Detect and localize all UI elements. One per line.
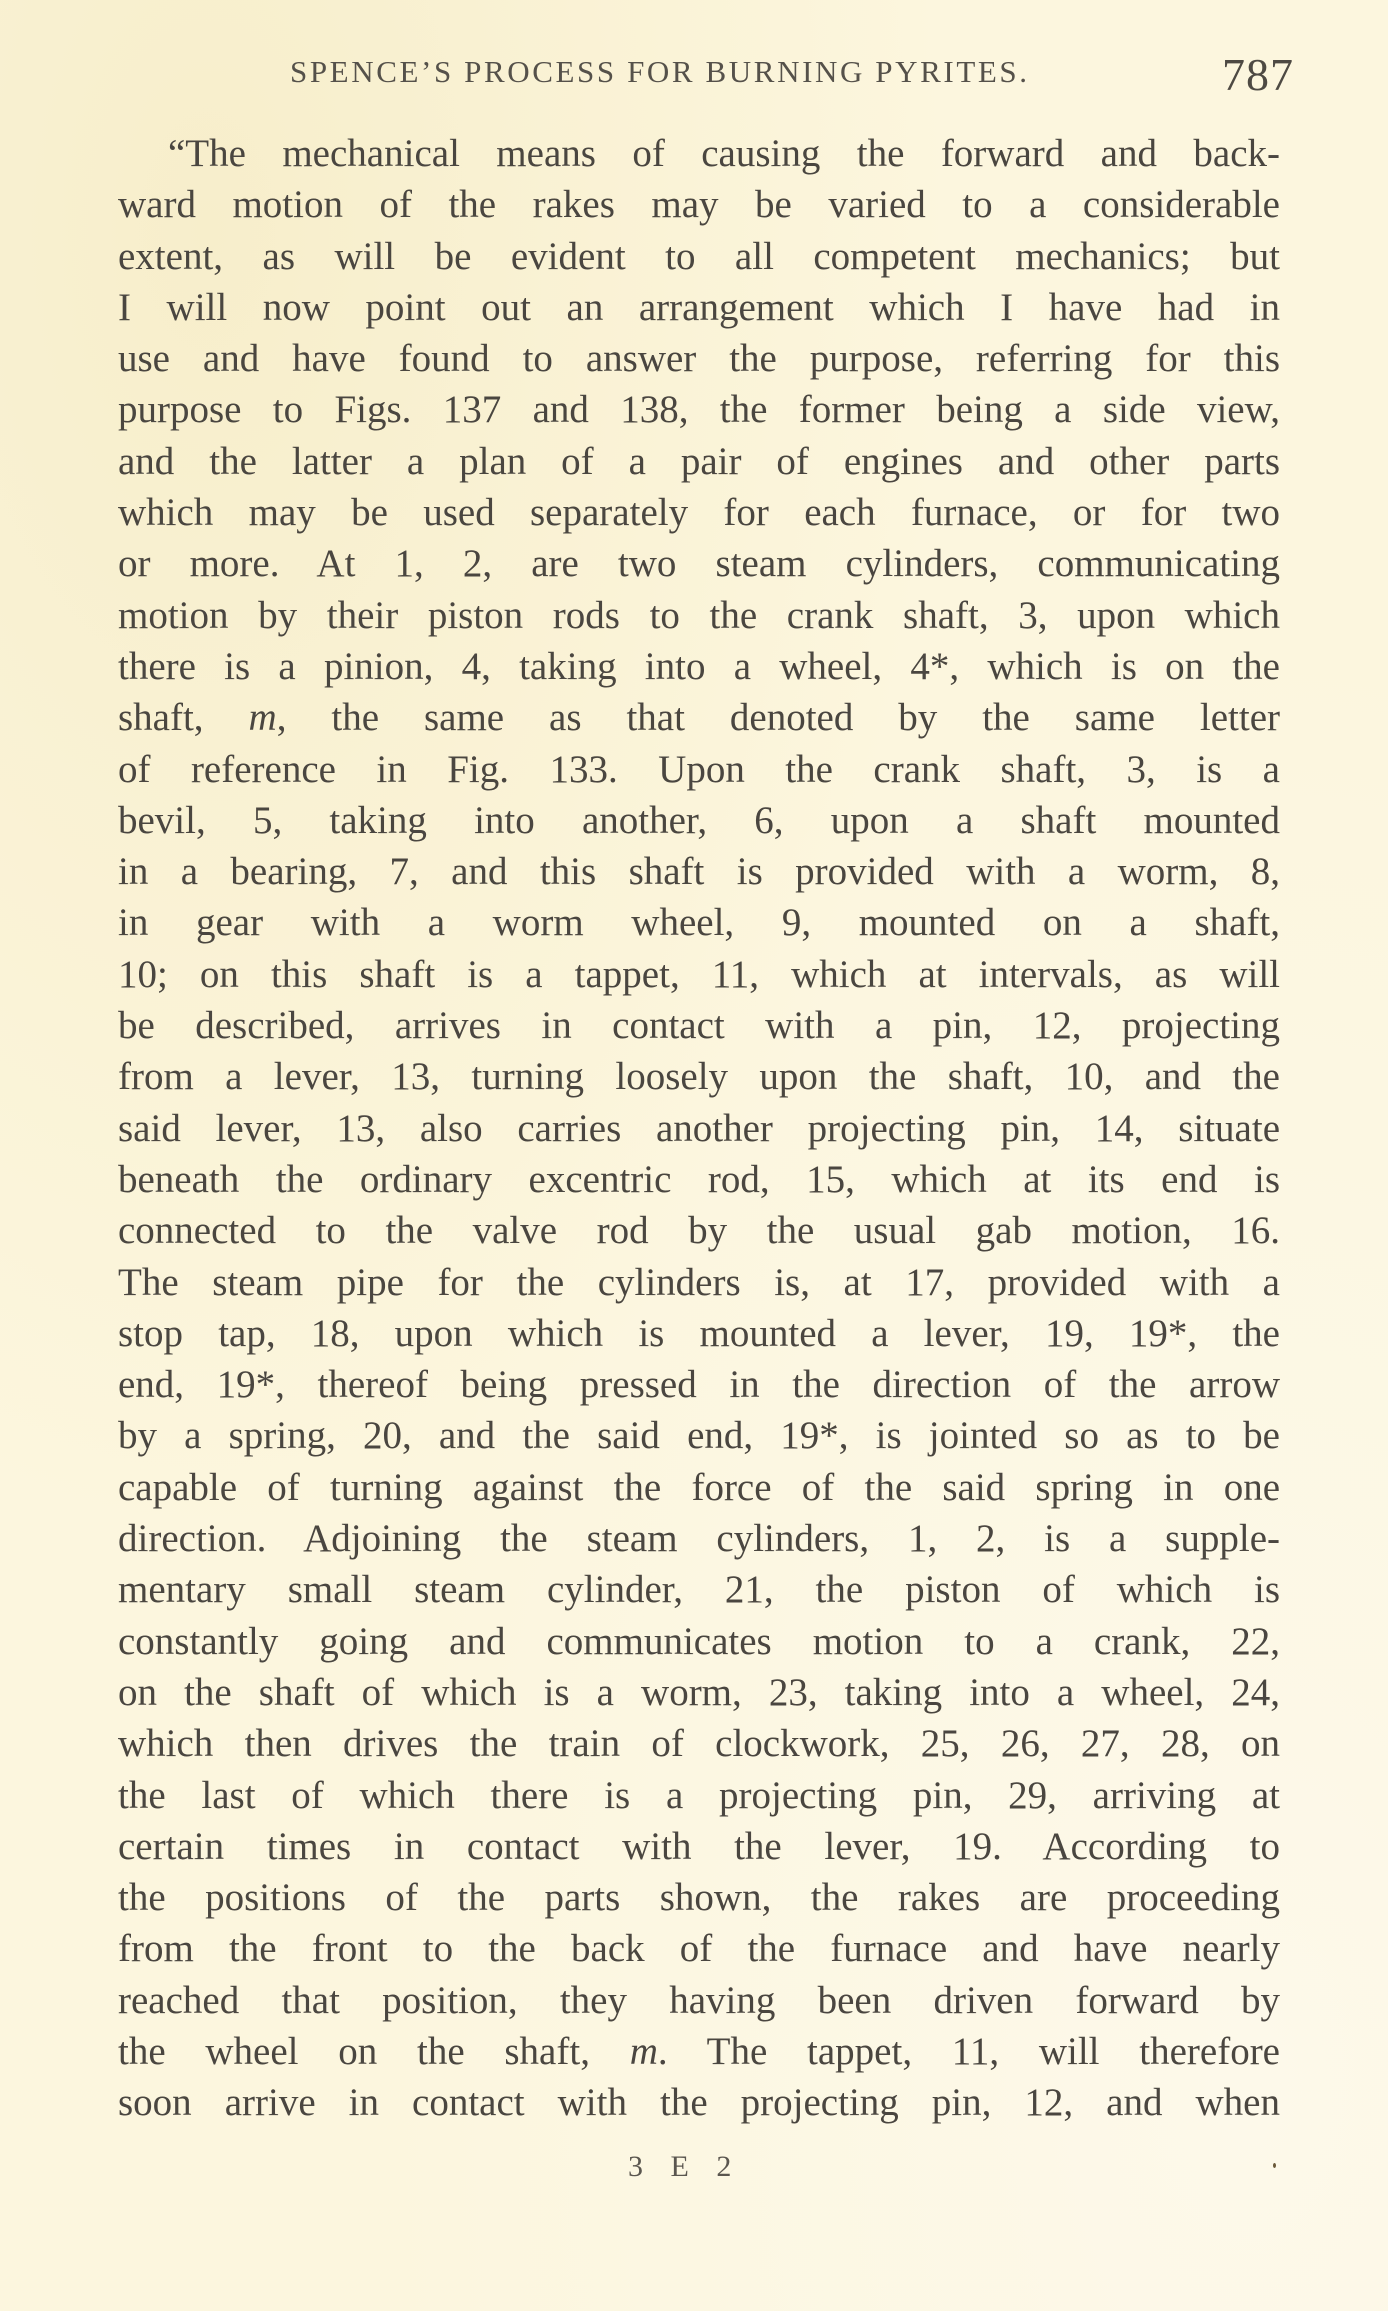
italic-reference-letter: m: [248, 696, 277, 740]
text-line: The steam pipe for the cylinders is, at 17, provided with a: [118, 1260, 1280, 1304]
text-line: in gear with a worm wheel, 9, mounted on a shaft,: [118, 901, 1280, 945]
text-line: reached that position, they having been driven forward by: [118, 1978, 1280, 2022]
text-line: soon arrive in contact with the projecting pin, 12, and when: [118, 2081, 1280, 2125]
text-line: connected to the valve rod by the usual gab motion, 16.: [118, 1209, 1280, 1253]
text-line: shaft, m, the same as that denoted by the same letter: [118, 696, 1280, 740]
text-line: certain times in contact with the lever, 19. According to: [118, 1824, 1280, 1868]
page-number: 787: [1222, 49, 1294, 100]
text-line: which may be used separately for each furnace, or for two: [118, 491, 1280, 535]
text-line: mentary small steam cylinder, 21, the piston of which is: [118, 1568, 1280, 1612]
text-line: use and have found to answer the purpose, referring for this: [118, 337, 1280, 381]
text-line: motion by their piston rods to the crank shaft, 3, upon which: [118, 593, 1280, 637]
text-line: or more. At 1, 2, are two steam cylinders, communicating: [118, 542, 1280, 586]
text-line: from a lever, 13, turning loosely upon the shaft, 10, and the: [118, 1055, 1280, 1099]
text-line: purpose to Figs. 137 and 138, the former being a side view,: [118, 388, 1280, 432]
text-line: the last of which there is a projecting pin, 29, arriving at: [118, 1773, 1280, 1817]
text-line: “The mechanical means of causing the forward and back-: [168, 132, 1280, 175]
text-line: capable of turning against the force of the said spring in one: [118, 1465, 1280, 1509]
body-paragraph: [118, 128, 1280, 2129]
italic-reference-letter: m: [629, 2029, 658, 2073]
text-line: which then drives the train of clockwork, 25, 26, 27, 28, on: [118, 1722, 1280, 1766]
text-line: be described, arrives in contact with a pin, 12, projecting: [118, 1004, 1280, 1048]
text-line: 10; on this shaft is a tappet, 11, which at intervals, as will: [118, 952, 1280, 996]
text-line: direction. Adjoining the steam cylinders, 1, 2, is a supple-: [118, 1517, 1280, 1561]
text-line: the positions of the parts shown, the rakes are proceeding: [118, 1876, 1280, 1920]
text-line: and the latter a plan of a pair of engines and other parts: [118, 439, 1280, 483]
running-head: SPENCE’S PROCESS FOR BURNING PYRITES.: [290, 54, 1030, 89]
text-line: the wheel on the shaft, m. The tappet, 11, will therefore: [118, 2029, 1280, 2073]
text-line: end, 19*, thereof being pressed in the direction of the arrow: [118, 1363, 1280, 1407]
paper-speck: [1273, 2163, 1276, 2168]
text-line: in a bearing, 7, and this shaft is provided with a worm, 8,: [118, 850, 1280, 894]
text-line: on the shaft of which is a worm, 23, taking into a wheel, 24,: [118, 1670, 1280, 1714]
text-line: constantly going and communicates motion to a crank, 22,: [118, 1619, 1280, 1663]
text-line: beneath the ordinary excentric rod, 15, which at its end is: [118, 1157, 1280, 1201]
text-line: said lever, 13, also carries another projecting pin, 14, situate: [118, 1106, 1280, 1150]
text-line: I will now point out an arrangement which I have had in: [118, 285, 1280, 329]
text-line: of reference in Fig. 133. Upon the crank shaft, 3, is a: [118, 747, 1280, 791]
text-line: ward motion of the rakes may be varied to a considerable: [118, 183, 1280, 227]
text-line: bevil, 5, taking into another, 6, upon a shaft mounted: [118, 798, 1280, 842]
text-line: extent, as will be evident to all competent mechanics; but: [118, 234, 1280, 278]
text-line: by a spring, 20, and the said end, 19*, is jointed so as to be: [118, 1414, 1280, 1458]
printer-signature-mark: 3 E 2: [628, 2150, 742, 2183]
text-line: stop tap, 18, upon which is mounted a lever, 19, 19*, the: [118, 1311, 1280, 1355]
text-line: there is a pinion, 4, taking into a wheel, 4*, which is on the: [118, 644, 1280, 688]
text-line: from the front to the back of the furnace and have nearly: [118, 1927, 1280, 1971]
